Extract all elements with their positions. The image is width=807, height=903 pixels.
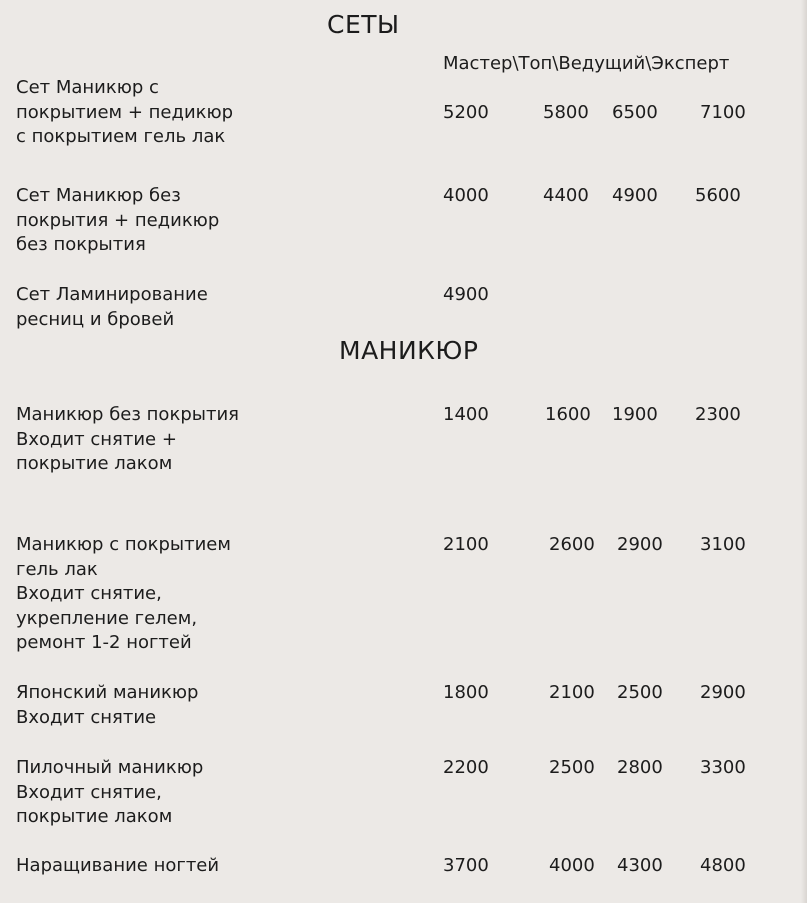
price-top: 2100	[549, 682, 595, 703]
service-item	[16, 403, 316, 477]
service-name-line: Маникюр без покрытия	[16, 404, 239, 425]
price-lead: 1900	[612, 404, 658, 425]
price-top: 4000	[549, 855, 595, 876]
service-item	[16, 533, 316, 656]
service-name-line: укрепление гелем,	[16, 607, 198, 629]
service-name-line: Входит снятие,	[16, 781, 162, 803]
price-level-header: Мастер\Топ\Ведущий\Эксперт	[443, 53, 730, 74]
service-item	[16, 76, 316, 150]
price-master: 5200	[443, 102, 489, 123]
price-top: 1600	[545, 404, 591, 425]
service-name-line: Наращивание ногтей	[16, 855, 220, 876]
price-expert: 3300	[700, 757, 746, 778]
service-name-line: Сет Ламинирование	[16, 284, 208, 305]
price-top: 2600	[549, 534, 595, 555]
service-name-line: Маникюр с покрытием	[16, 534, 231, 555]
price-lead: 2900	[617, 534, 663, 555]
price-lead: 6500	[612, 102, 658, 123]
service-name-line: покрытие лаком	[16, 453, 173, 475]
service-name-line: Сет Маникюр без	[16, 185, 181, 206]
service-name-line: покрытия + педикюр	[16, 209, 220, 231]
price-expert: 3100	[700, 534, 746, 555]
service-item	[16, 283, 316, 332]
price-lead: 4900	[612, 185, 658, 206]
page-edge-shadow	[801, 0, 807, 903]
service-name-line: ресниц и бровей	[16, 308, 175, 330]
price-lead: 4300	[617, 855, 663, 876]
price-master: 1800	[443, 682, 489, 703]
price-top: 5800	[543, 102, 589, 123]
section-title-sets: СЕТЫ	[327, 10, 400, 39]
price-lead: 2500	[617, 682, 663, 703]
price-master: 2200	[443, 757, 489, 778]
service-item	[16, 184, 316, 258]
price-top: 2500	[549, 757, 595, 778]
service-name-line: Входит снятие	[16, 706, 157, 728]
service-name-line: гель лак	[16, 558, 98, 580]
price-expert: 7100	[700, 102, 746, 123]
price-expert: 2300	[695, 404, 741, 425]
section-title-manicure: МАНИКЮР	[339, 336, 479, 365]
price-master: 4900	[443, 284, 489, 305]
service-name-line: покрытие лаком	[16, 806, 173, 828]
price-master: 1400	[443, 404, 489, 425]
service-name-line: без покрытия	[16, 234, 146, 256]
price-master: 2100	[443, 534, 489, 555]
price-master: 3700	[443, 855, 489, 876]
service-name-line: Входит снятие +	[16, 428, 177, 450]
service-name-line: Японский маникюр	[16, 682, 199, 703]
price-expert: 5600	[695, 185, 741, 206]
price-expert: 2900	[700, 682, 746, 703]
service-name-line: ремонт 1-2 ногтей	[16, 632, 192, 654]
price-lead: 2800	[617, 757, 663, 778]
service-item	[16, 681, 316, 730]
service-name-line: Пилочный маникюр	[16, 757, 204, 778]
service-name-line: с покрытием гель лак	[16, 126, 226, 148]
price-master: 4000	[443, 185, 489, 206]
service-item	[16, 854, 316, 879]
price-top: 4400	[543, 185, 589, 206]
service-name-line: Входит снятие,	[16, 583, 162, 605]
service-name-line: Сет Маникюр с	[16, 77, 159, 98]
price-expert: 4800	[700, 855, 746, 876]
service-name-line: покрытием + педикюр	[16, 101, 234, 123]
service-item	[16, 756, 316, 830]
